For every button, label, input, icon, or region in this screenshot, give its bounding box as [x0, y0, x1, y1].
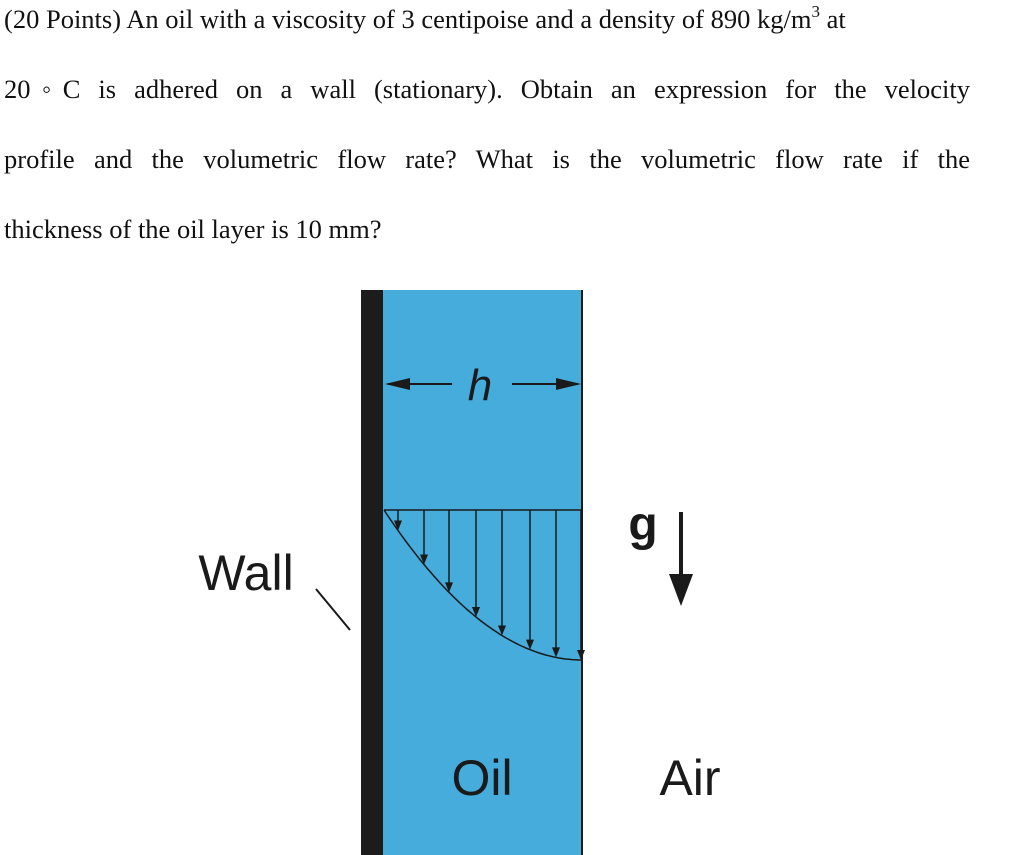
- thickness-label: h: [467, 361, 493, 410]
- gravity-arrow-icon: [669, 574, 693, 606]
- gravity-indicator: [628, 498, 693, 606]
- air-label: Air: [659, 750, 721, 806]
- wall-label: Wall: [198, 545, 294, 601]
- wall: [361, 290, 383, 855]
- problem-line-1-end: at: [819, 4, 846, 34]
- cubic-exponent: 3: [811, 2, 820, 21]
- wall-leader-line: [316, 589, 350, 630]
- problem-line-4: thickness of the oil layer is 10 mm?: [4, 214, 382, 244]
- problem-line-1-text: (20 Points) An oil with a viscosity of 3 centipoise and a density of 890 kg/m: [4, 4, 812, 34]
- problem-line-3: profile and the volumetric flow rate? What is the volumetric flow rate if the: [4, 144, 970, 174]
- gravity-label: g: [628, 498, 658, 551]
- problem-line-2: 20◦C is adhered on a wall (stationary). Obtain an expression for the velocity: [4, 74, 970, 104]
- oil-label: Oil: [451, 750, 513, 806]
